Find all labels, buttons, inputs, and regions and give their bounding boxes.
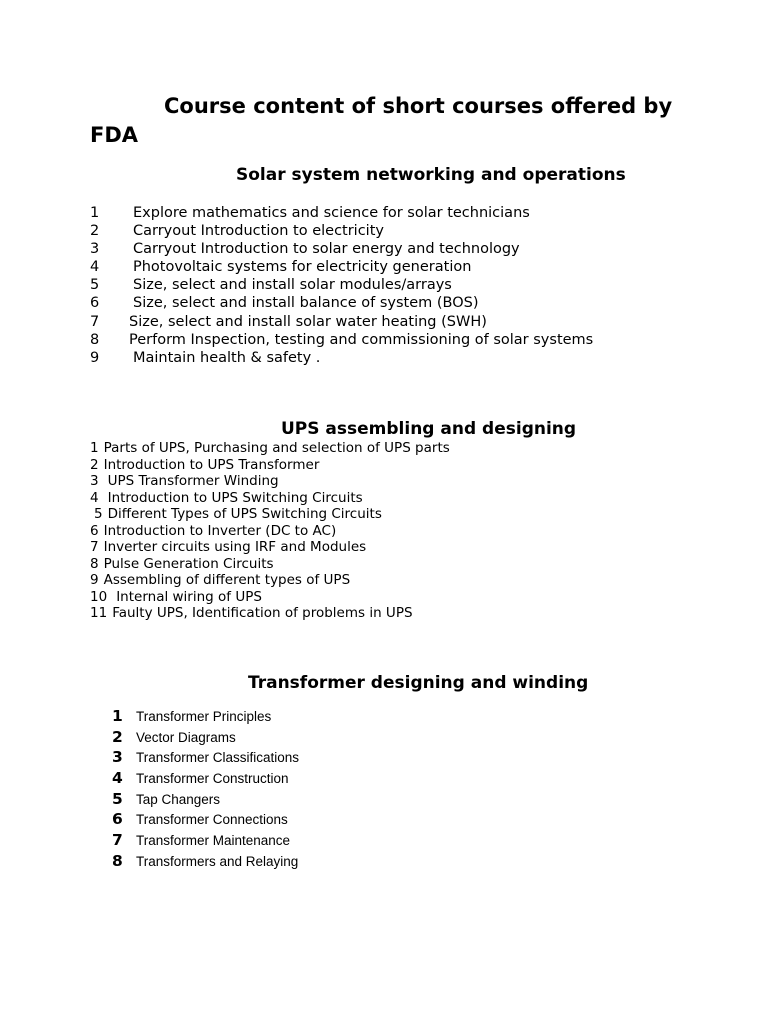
item-text: Different Types of UPS Switching Circuits bbox=[107, 506, 382, 522]
item-text: Explore mathematics and science for solar technicians bbox=[133, 205, 530, 221]
item-text: Parts of UPS, Purchasing and selection of UPS parts bbox=[103, 440, 450, 456]
item-number: 8 bbox=[90, 331, 100, 348]
item-number: 3 bbox=[112, 748, 123, 767]
transformer-course-list bbox=[112, 706, 299, 872]
list-item bbox=[90, 556, 450, 573]
list-item bbox=[90, 473, 450, 490]
list-item bbox=[90, 313, 593, 331]
item-text: Size, select and install solar water heating (SWH) bbox=[129, 313, 487, 330]
item-number: 1 bbox=[112, 707, 123, 725]
list-item bbox=[90, 605, 450, 622]
list-item bbox=[112, 851, 299, 872]
item-text: Perform Inspection, testing and commissioning of solar systems bbox=[129, 331, 594, 348]
list-item bbox=[90, 331, 593, 349]
page-title: Course content of short courses offered by FDA bbox=[90, 94, 673, 147]
list-item bbox=[90, 490, 450, 507]
list-item bbox=[112, 768, 299, 789]
list-item bbox=[90, 240, 593, 258]
list-item bbox=[112, 809, 299, 830]
list-item bbox=[90, 294, 593, 312]
item-text: Vector Diagrams bbox=[136, 729, 236, 745]
item-number: 6 bbox=[90, 522, 99, 539]
section-heading-ups: UPS assembling and designing bbox=[281, 419, 577, 439]
item-number: 5 bbox=[94, 506, 103, 522]
item-text: Photovoltaic systems for electricity generation bbox=[133, 259, 472, 276]
item-text: Introduction to UPS Switching Circuits bbox=[107, 489, 363, 506]
item-text: Carryout Introduction to electricity bbox=[133, 223, 384, 240]
item-text: Size, select and install solar modules/arrays bbox=[133, 277, 452, 294]
item-number: 8 bbox=[112, 851, 123, 870]
list-item bbox=[90, 349, 593, 367]
item-number: 5 bbox=[112, 789, 123, 808]
item-text: Assembling of different types of UPS bbox=[103, 572, 351, 588]
item-number: 1 bbox=[90, 205, 100, 221]
item-text: Maintain health & safety . bbox=[133, 349, 321, 366]
item-number: 6 bbox=[90, 295, 100, 312]
item-number: 1 bbox=[90, 440, 99, 456]
list-item bbox=[90, 440, 450, 457]
item-text: Faulty UPS, Identification of problems in UPS bbox=[112, 605, 413, 621]
list-item bbox=[112, 706, 299, 727]
item-number: 4 bbox=[112, 769, 123, 788]
list-item bbox=[112, 830, 299, 851]
list-item bbox=[90, 539, 450, 556]
list-item bbox=[112, 727, 299, 748]
item-number: 7 bbox=[112, 831, 123, 850]
item-text: Transformer Principles bbox=[136, 709, 272, 724]
item-number: 3 bbox=[90, 241, 100, 258]
item-text: Tap Changers bbox=[136, 791, 221, 807]
list-item bbox=[90, 506, 450, 523]
list-item bbox=[90, 276, 593, 294]
item-number: 8 bbox=[90, 555, 99, 572]
item-text: Transformer Maintenance bbox=[136, 833, 291, 849]
item-number: 4 bbox=[90, 489, 99, 506]
item-text: Inverter circuits using IRF and Modules bbox=[103, 539, 367, 555]
item-text: Introduction to UPS Transformer bbox=[103, 456, 320, 473]
item-text: Transformer Construction bbox=[136, 771, 289, 787]
item-number: 9 bbox=[90, 572, 99, 588]
ups-course-list bbox=[90, 440, 450, 622]
item-number: 2 bbox=[90, 456, 99, 473]
list-item bbox=[90, 589, 450, 606]
section-heading-solar: Solar system networking and operations bbox=[236, 165, 626, 185]
item-text: Size, select and install balance of system (BOS) bbox=[133, 295, 479, 312]
item-text: Introduction to Inverter (DC to AC) bbox=[103, 522, 337, 539]
item-number: 7 bbox=[90, 539, 99, 555]
item-text: Transformer Connections bbox=[136, 812, 288, 828]
item-number: 2 bbox=[90, 223, 100, 240]
section-heading-transformer: Transformer designing and winding bbox=[248, 673, 589, 693]
item-number: 5 bbox=[90, 277, 100, 294]
item-number: 6 bbox=[112, 810, 123, 829]
item-number: 2 bbox=[112, 727, 123, 746]
item-text: Transformers and Relaying bbox=[136, 853, 299, 869]
list-item bbox=[112, 789, 299, 810]
item-text: Pulse Generation Circuits bbox=[103, 555, 274, 572]
item-number: 4 bbox=[90, 259, 100, 276]
list-item bbox=[90, 258, 593, 276]
item-number: 10 bbox=[90, 588, 108, 605]
item-text: UPS Transformer Winding bbox=[107, 473, 279, 489]
item-text: Internal wiring of UPS bbox=[116, 588, 262, 605]
item-text: Carryout Introduction to solar energy and technology bbox=[133, 241, 520, 258]
item-number: 11 bbox=[90, 605, 108, 621]
list-item bbox=[90, 523, 450, 540]
list-item bbox=[90, 572, 450, 589]
solar-course-list bbox=[90, 204, 593, 367]
list-item bbox=[90, 222, 593, 240]
item-number: 7 bbox=[90, 313, 100, 330]
list-item bbox=[112, 747, 299, 768]
item-number: 9 bbox=[90, 349, 100, 366]
item-number: 3 bbox=[90, 473, 99, 489]
item-text: Transformer Classifications bbox=[136, 750, 300, 766]
list-item bbox=[90, 204, 593, 222]
list-item bbox=[90, 457, 450, 474]
